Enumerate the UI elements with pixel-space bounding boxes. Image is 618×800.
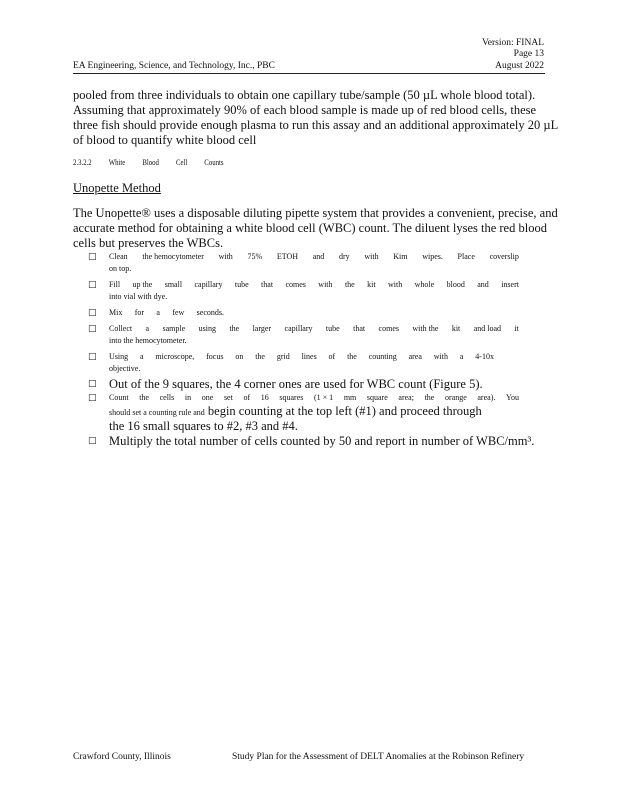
step-item bbox=[88, 279, 548, 303]
step-word: Collect bbox=[109, 324, 133, 333]
intro-line: three fish should provide enough plasma to run this assay and an additional approximately 20 µL bbox=[73, 118, 559, 132]
method-paragraph bbox=[73, 206, 558, 251]
step-item bbox=[88, 351, 548, 375]
intro-line: Assuming that approximately 90% of each blood sample is made up of red blood cells, these bbox=[73, 103, 537, 117]
bullet-icon: □ bbox=[88, 436, 97, 446]
step-item bbox=[88, 392, 548, 434]
step-word: the hemocytometer bbox=[142, 252, 204, 261]
step-word: with bbox=[318, 280, 333, 289]
bullet-icon: □ bbox=[88, 379, 97, 389]
step-word: area bbox=[408, 352, 422, 361]
step-word: (1 × 1 bbox=[314, 393, 334, 402]
step-word: square bbox=[366, 393, 388, 402]
step-word: few bbox=[172, 308, 185, 317]
footer-location: Crawford County, Illinois bbox=[73, 752, 171, 762]
section-word: Counts bbox=[204, 158, 224, 167]
step-word: the bbox=[347, 352, 357, 361]
step-word: tube bbox=[325, 324, 340, 333]
step-item bbox=[88, 323, 548, 347]
section-word: Cell bbox=[175, 158, 188, 167]
step-word: with bbox=[218, 252, 233, 261]
step-word: mm bbox=[343, 393, 357, 402]
section-word: Blood bbox=[142, 158, 159, 167]
step-word: in bbox=[184, 393, 192, 402]
section-number: 2.3.2.2 bbox=[73, 158, 92, 167]
step-word: a bbox=[459, 352, 464, 361]
step-continuation: on top. bbox=[109, 264, 132, 273]
step-word: using bbox=[198, 324, 216, 333]
step-word: and bbox=[477, 280, 489, 289]
step-item bbox=[88, 307, 548, 319]
step-word: squares bbox=[279, 393, 304, 402]
step-word: blood bbox=[446, 280, 465, 289]
intro-line: pooled from three individuals to obtain one capillary tube/sample (50 µL whole blood total). bbox=[73, 88, 536, 102]
page-number: Page 13 bbox=[513, 49, 544, 59]
intro-line: of blood to quantify white blood cell bbox=[73, 133, 257, 147]
step-text: the 16 small squares to #2, #3 and #4. bbox=[109, 419, 298, 433]
bullet-icon: □ bbox=[88, 352, 97, 362]
step-word: capillary bbox=[194, 280, 223, 289]
bullet-icon: □ bbox=[88, 252, 97, 262]
step-word: with bbox=[387, 280, 403, 289]
section-word: White bbox=[108, 158, 126, 167]
step-large-text: begin counting at the top left (#1) and proceed through bbox=[204, 404, 482, 418]
step-continuation: objective. bbox=[109, 364, 141, 373]
version-label: Version: FINAL bbox=[481, 38, 544, 48]
step-text: Multiply the total number of cells counted by 50 and report in number of WBC/mm³. bbox=[109, 434, 535, 448]
step-word: and bbox=[312, 252, 325, 261]
step-word: wipes. bbox=[422, 252, 443, 261]
step-text: Out of the 9 squares, the 4 corner ones are used for WBC count (Figure 5). bbox=[109, 377, 483, 391]
header-date: August 2022 bbox=[495, 61, 544, 71]
bullet-icon: □ bbox=[88, 308, 97, 318]
intro-paragraph bbox=[73, 88, 559, 148]
step-words bbox=[109, 351, 494, 363]
step-word: 75% bbox=[247, 252, 263, 261]
step-word: Count bbox=[109, 393, 129, 402]
step-word: and load bbox=[473, 324, 502, 333]
step-word: with bbox=[364, 252, 379, 261]
step-mixed-line bbox=[109, 404, 548, 419]
step-word: for bbox=[134, 308, 145, 317]
step-word: Clean bbox=[109, 252, 128, 261]
step-item bbox=[88, 434, 548, 449]
company-name: EA Engineering, Science, and Technology, Inc., PBC bbox=[73, 61, 275, 71]
step-word: counting bbox=[368, 352, 397, 361]
step-word: capillary bbox=[284, 324, 313, 333]
step-small-text: should set a counting rule and bbox=[109, 408, 205, 417]
step-word: seconds. bbox=[196, 308, 224, 317]
method-line: accurate method for obtaining a white blood cell (WBC) count. The diluent lyses the red blood bbox=[73, 221, 547, 235]
step-words bbox=[109, 307, 224, 319]
step-word: You bbox=[505, 393, 519, 402]
step-word: up the bbox=[132, 280, 153, 289]
step-item bbox=[88, 377, 548, 392]
method-title: Unopette Method bbox=[73, 181, 161, 195]
step-word: grid bbox=[276, 352, 290, 361]
step-continuation: into vial with dye. bbox=[109, 292, 168, 301]
step-word: the bbox=[255, 352, 265, 361]
step-word: Using bbox=[109, 352, 129, 361]
step-word: microscope, bbox=[155, 352, 195, 361]
step-word: the bbox=[344, 280, 355, 289]
step-word: Fill bbox=[109, 280, 121, 289]
step-word: larger bbox=[252, 324, 272, 333]
step-word: tube bbox=[234, 280, 249, 289]
step-words bbox=[109, 251, 519, 263]
step-word: area; bbox=[398, 393, 414, 402]
step-word: coverslip bbox=[489, 252, 519, 261]
section-heading bbox=[73, 158, 239, 167]
step-word: ETOH bbox=[276, 252, 299, 261]
bullet-icon: □ bbox=[88, 324, 97, 334]
step-word: a bbox=[139, 352, 144, 361]
step-word: the bbox=[139, 393, 149, 402]
method-line: cells but preserves the WBCs. bbox=[73, 236, 224, 250]
step-word: whole bbox=[414, 280, 435, 289]
step-word: cells bbox=[159, 393, 175, 402]
step-word: kit bbox=[367, 280, 376, 289]
step-word: lines bbox=[301, 352, 317, 361]
step-word: kit bbox=[451, 324, 461, 333]
step-word: a bbox=[145, 324, 150, 333]
footer-title: Study Plan for the Assessment of DELT Anomalies at the Robinson Refinery bbox=[232, 752, 525, 762]
step-word: insert bbox=[501, 280, 519, 289]
step-word: orange bbox=[444, 393, 467, 402]
step-word: 16 bbox=[260, 393, 269, 402]
step-item bbox=[88, 251, 548, 275]
bullet-icon: □ bbox=[88, 393, 97, 403]
step-words bbox=[109, 279, 519, 291]
step-word: set bbox=[223, 393, 233, 402]
step-word: it bbox=[514, 324, 519, 333]
step-words bbox=[109, 392, 519, 404]
step-continuation: into the hemocytometer. bbox=[109, 336, 187, 345]
step-word: Mix bbox=[109, 308, 123, 317]
step-word: of bbox=[243, 393, 251, 402]
method-line: The Unopette® uses a disposable diluting pipette system that provides a convenient, precise, and bbox=[73, 206, 558, 220]
step-word: that bbox=[353, 324, 366, 333]
step-words bbox=[109, 323, 519, 335]
step-word: 4-10x bbox=[475, 352, 494, 361]
step-word: Place bbox=[457, 252, 475, 261]
step-word: that bbox=[261, 280, 274, 289]
step-word: area). bbox=[477, 393, 496, 402]
bullet-icon: □ bbox=[88, 280, 97, 290]
steps-list bbox=[88, 251, 548, 449]
step-word: Kim bbox=[393, 252, 408, 261]
step-word: the bbox=[229, 324, 240, 333]
step-word: one bbox=[201, 393, 214, 402]
step-word: small bbox=[164, 280, 183, 289]
header-rule bbox=[73, 73, 545, 74]
step-word: of bbox=[328, 352, 336, 361]
step-word: with the bbox=[412, 324, 439, 333]
step-word: on bbox=[235, 352, 244, 361]
step-word: comes bbox=[378, 324, 399, 333]
step-word: dry bbox=[338, 252, 350, 261]
step-word: the bbox=[424, 393, 435, 402]
step-word: focus bbox=[206, 352, 224, 361]
step-word: comes bbox=[285, 280, 306, 289]
step-word: with bbox=[433, 352, 448, 361]
step-word: sample bbox=[162, 324, 186, 333]
step-word: a bbox=[156, 308, 160, 317]
